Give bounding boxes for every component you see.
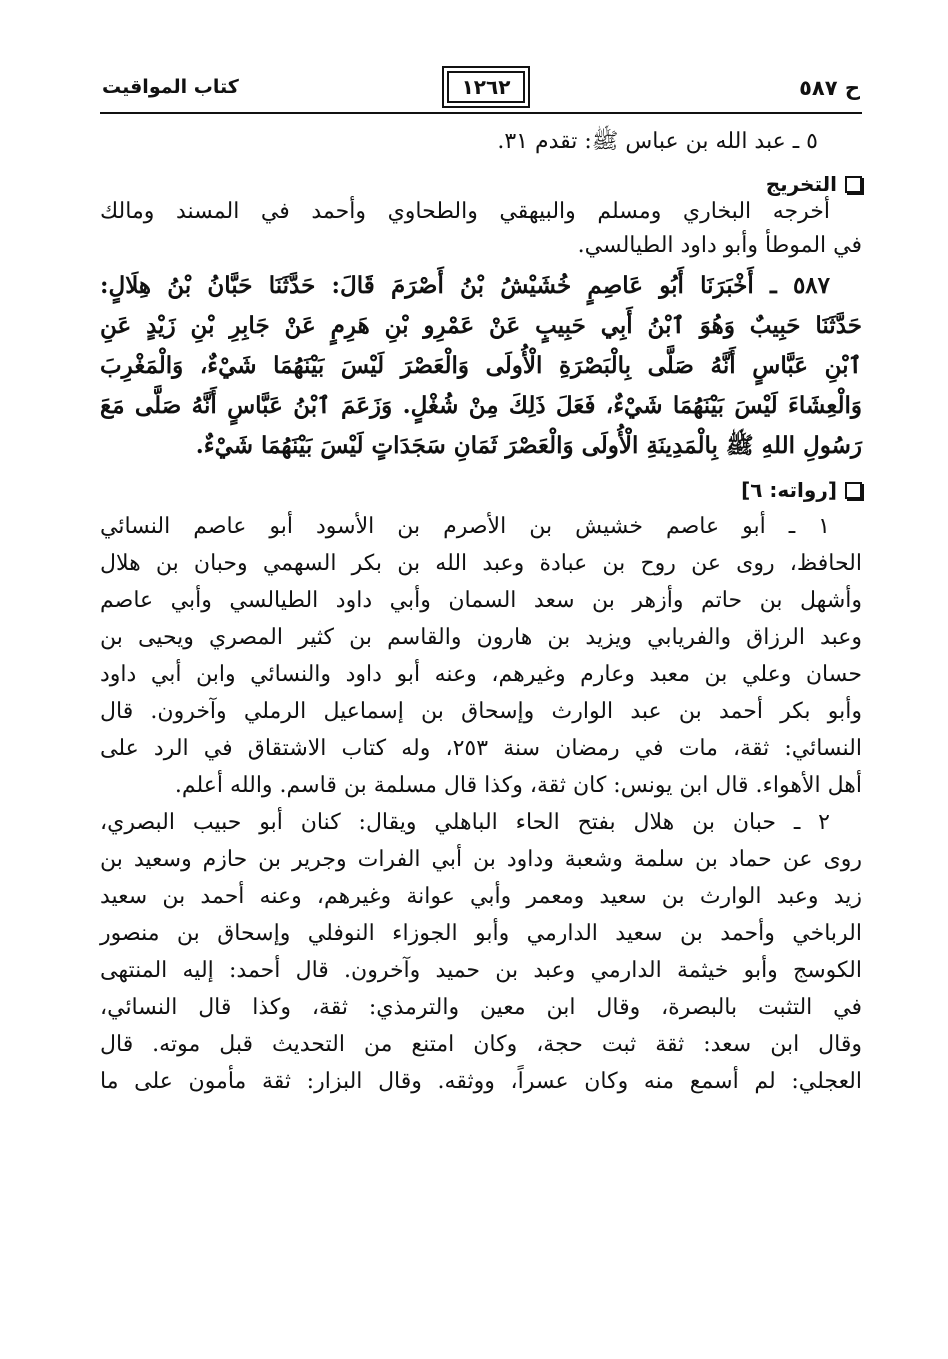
header-divider bbox=[100, 112, 862, 114]
hadith-line: وَالْعِشَاءَ لَيْسَ بَيْنَهُمَا شَيْءٌ، فَعَلَ ذَلِكَ مِنْ شُغْلٍ. وَزَعَمَ ٱبْنُ عَبَّاسٍ أَنَّهُ صَلَّى مَعَ bbox=[100, 392, 862, 419]
text-line: ١ ـ أبو عاصم خشيش بن الأصرم بن الأسود أبو عاصم النسائي bbox=[100, 514, 830, 539]
text-line: أخرجه البخاري ومسلم والبيهقي والطحاوي وأحمد في المسند ومالك bbox=[100, 199, 830, 224]
text-line: الكوسج وأبو خيثمة الدارمي وعبد بن حميد وآخرون. قال أحمد: إليه المنتهى bbox=[100, 958, 862, 983]
hadith-line: رَسُولِ اللهِ ﷺ بِالْمَدِينَةِ الْأُولَى وَالْعَصْرَ ثَمَانِ سَجَدَاتٍ لَيْسَ بَيْنَهُمَا شَيْءٌ. bbox=[195, 432, 862, 459]
text-line: الرباخي وأحمد بن سعيد الدارمي وأبو الجوزاء النوفلي وإسحاق بن منصور bbox=[100, 921, 862, 946]
text-line: وأشهل بن حاتم وأزهر بن سعد السمان وأبي داود الطيالسي وأبي عاصم bbox=[100, 588, 862, 613]
running-header bbox=[100, 66, 862, 110]
narrators-heading bbox=[100, 476, 862, 504]
text-line: الحافظ، روى عن روح بن عبادة وعبد الله بن بكر السهمي وحبان بن هلال bbox=[100, 551, 862, 576]
text-line: في التثبت بالبصرة، وقال ابن معين والترمذي: ثقة، وكذا قال النسائي، bbox=[100, 995, 862, 1020]
text-line: وعبد الرزاق والفريابي ويزيد بن هارون والقاسم بن كثير المصري ويحيى بن bbox=[100, 625, 862, 650]
text-line: زيد وعبد الوارث بن سعيد ومعمر وأبي عوانة وغيرهم، وعنه أحمد بن سعيد bbox=[100, 884, 862, 909]
book-title: كتاب المواقيت bbox=[102, 76, 239, 98]
hadith-line: ٥٨٧ ـ أَخْبَرَنَا أَبُو عَاصِمٍ خُشَيْشُ بْنُ أَصْرَمَ قَالَ: حَدَّثَنَا حَبَّانُ بْنُ هِلَالٍ: bbox=[100, 272, 830, 299]
text-line: ٢ ـ حبان بن هلال بفتح الحاء الباهلي ويقال: كنان أبو حبيب البصري، bbox=[100, 810, 830, 835]
hadith-text bbox=[100, 270, 862, 462]
square-bullet-icon bbox=[845, 482, 862, 499]
text-line: العجلي: لم أسمع منه وكان عسراً، ووثقه. وقال البزار: ثقة مأمون على ما bbox=[100, 1069, 862, 1094]
takhrij-heading-label: التخريج bbox=[765, 172, 837, 196]
hadith-line: حَدَّثَنَا حَبِيبٌ وَهُوَ ٱبْنُ أَبِي حَبِيبٍ عَنْ عَمْرِو بْنِ هَرِمٍ عَنْ جَابِرِ بْنِ زَيْدٍ عَنِ bbox=[100, 312, 862, 339]
narrators-text bbox=[100, 508, 862, 1100]
hadith-line: ٱبْنِ عَبَّاسٍ أَنَّهُ صَلَّى بِالْبَصْرَةِ الْأُولَى وَالْعَصْرَ لَيْسَ بَيْنَهُمَا شَيْءٌ، وَالْمَغْرِبَ bbox=[100, 352, 862, 379]
text-line: وقال ابن سعد: ثقة ثبت حجة، وكان امتنع من التحديث قبل موته. قال bbox=[100, 1032, 862, 1057]
text-line: أهل الأهواء. قال ابن يونس: كان ثقة، وكذا قال مسلمة بن قاسم. والله أعلم. bbox=[174, 773, 862, 798]
hadith-number-ref: ح ٥٨٧ bbox=[799, 76, 860, 100]
takhrij-heading bbox=[100, 170, 862, 198]
page-body bbox=[100, 128, 862, 1100]
square-bullet-icon bbox=[845, 176, 862, 193]
text-line: روى عن حماد بن سلمة وشعبة وداود بن أبي الفرات وجرير بن حازم وسعيد بن bbox=[100, 847, 862, 872]
text-line: وأبو بكر أحمد بن عبد الوارث وإسحاق بن إسماعيل الرملي وآخرون. قال bbox=[100, 699, 862, 724]
narrators-heading-label: [رواته: ٦] bbox=[741, 478, 837, 502]
takhrij-text bbox=[100, 198, 862, 260]
narrator-note: ٥ ـ عبد الله بن عباس ﷺ: تقدم ٣١. bbox=[497, 129, 818, 154]
text-line: حسان وعلي بن معبد وعارم وغيرهم، وعنه أبو داود والنسائي وابن أبي داود bbox=[100, 662, 862, 687]
text-line: في الموطأ وأبو داود الطيالسي. bbox=[577, 233, 862, 258]
page-number: ١٢٦٢ bbox=[442, 66, 530, 108]
text-line: النسائي: ثقة، مات في رمضان سنة ٢٥٣، وله كتاب الاشتقاق في الرد على bbox=[100, 736, 862, 761]
